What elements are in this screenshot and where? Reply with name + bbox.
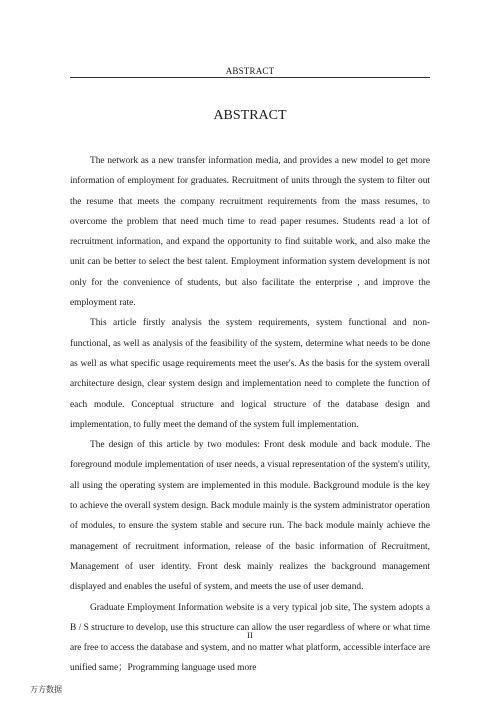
paragraph-1: The network as a new transfer information media, and provides a new model to get more information of employment for graduates. Recruitment of units through the system to filter out the resume that meets the company recruitment requirements from the mass resumes, to overcome the problem that need much time to read paper resumes. Students read a lot of recruitment information, and expand the opportunity to find suitable work, and also make the unit can be better to select the best talent. Employment information system development is not only for the convenience of students, but also facilitate the enterprise , and improve the employment rate. (70, 156, 430, 309)
paragraph-2: This article firstly analysis the system requirements, system functional and non-functional, as well as analysis of the feasibility of the system, determine what needs to be done as well as what specific usage requirements meet the user's. As the basis for the system overall architecture design, clear system design and implementation need to complete the function of each module. Conceptual structure and logical structure of the database design and implementation, to fully meet the demand of the system full implementation. (70, 318, 430, 430)
watermark: 万方数据 (30, 685, 62, 694)
page-title: ABSTRACT (213, 108, 287, 123)
running-header: ABSTRACT (225, 66, 275, 76)
paragraph-3: The design of this article by two modules: Front desk module and back module. The foreground module implementation of user needs, a visual representation of the system's utility, all using the operating system are implemented in this module. Background module is the key to achieve the overall system design. Back module mainly is the system administrator operation of modules, to ensure the system stable and secure run. The back module mainly achieve the management of recruitment information, release of the basic information of Recruitment, Management of user identity. Front desk mainly realizes the background management displayed and enables the useful of system, and meets the use of user demand. (70, 440, 430, 593)
abstract-body (70, 151, 430, 679)
header-rule (70, 77, 430, 78)
paragraph-4: Graduate Employment Information website is a very typical job site, The system adopts a B / S structure to develop, use this structure can allow the user regardless of where or what time are free to access the database and system, and no matter what platform, accessible interface are unified same；Programming language used more (70, 602, 430, 674)
page-number: II (247, 630, 253, 640)
